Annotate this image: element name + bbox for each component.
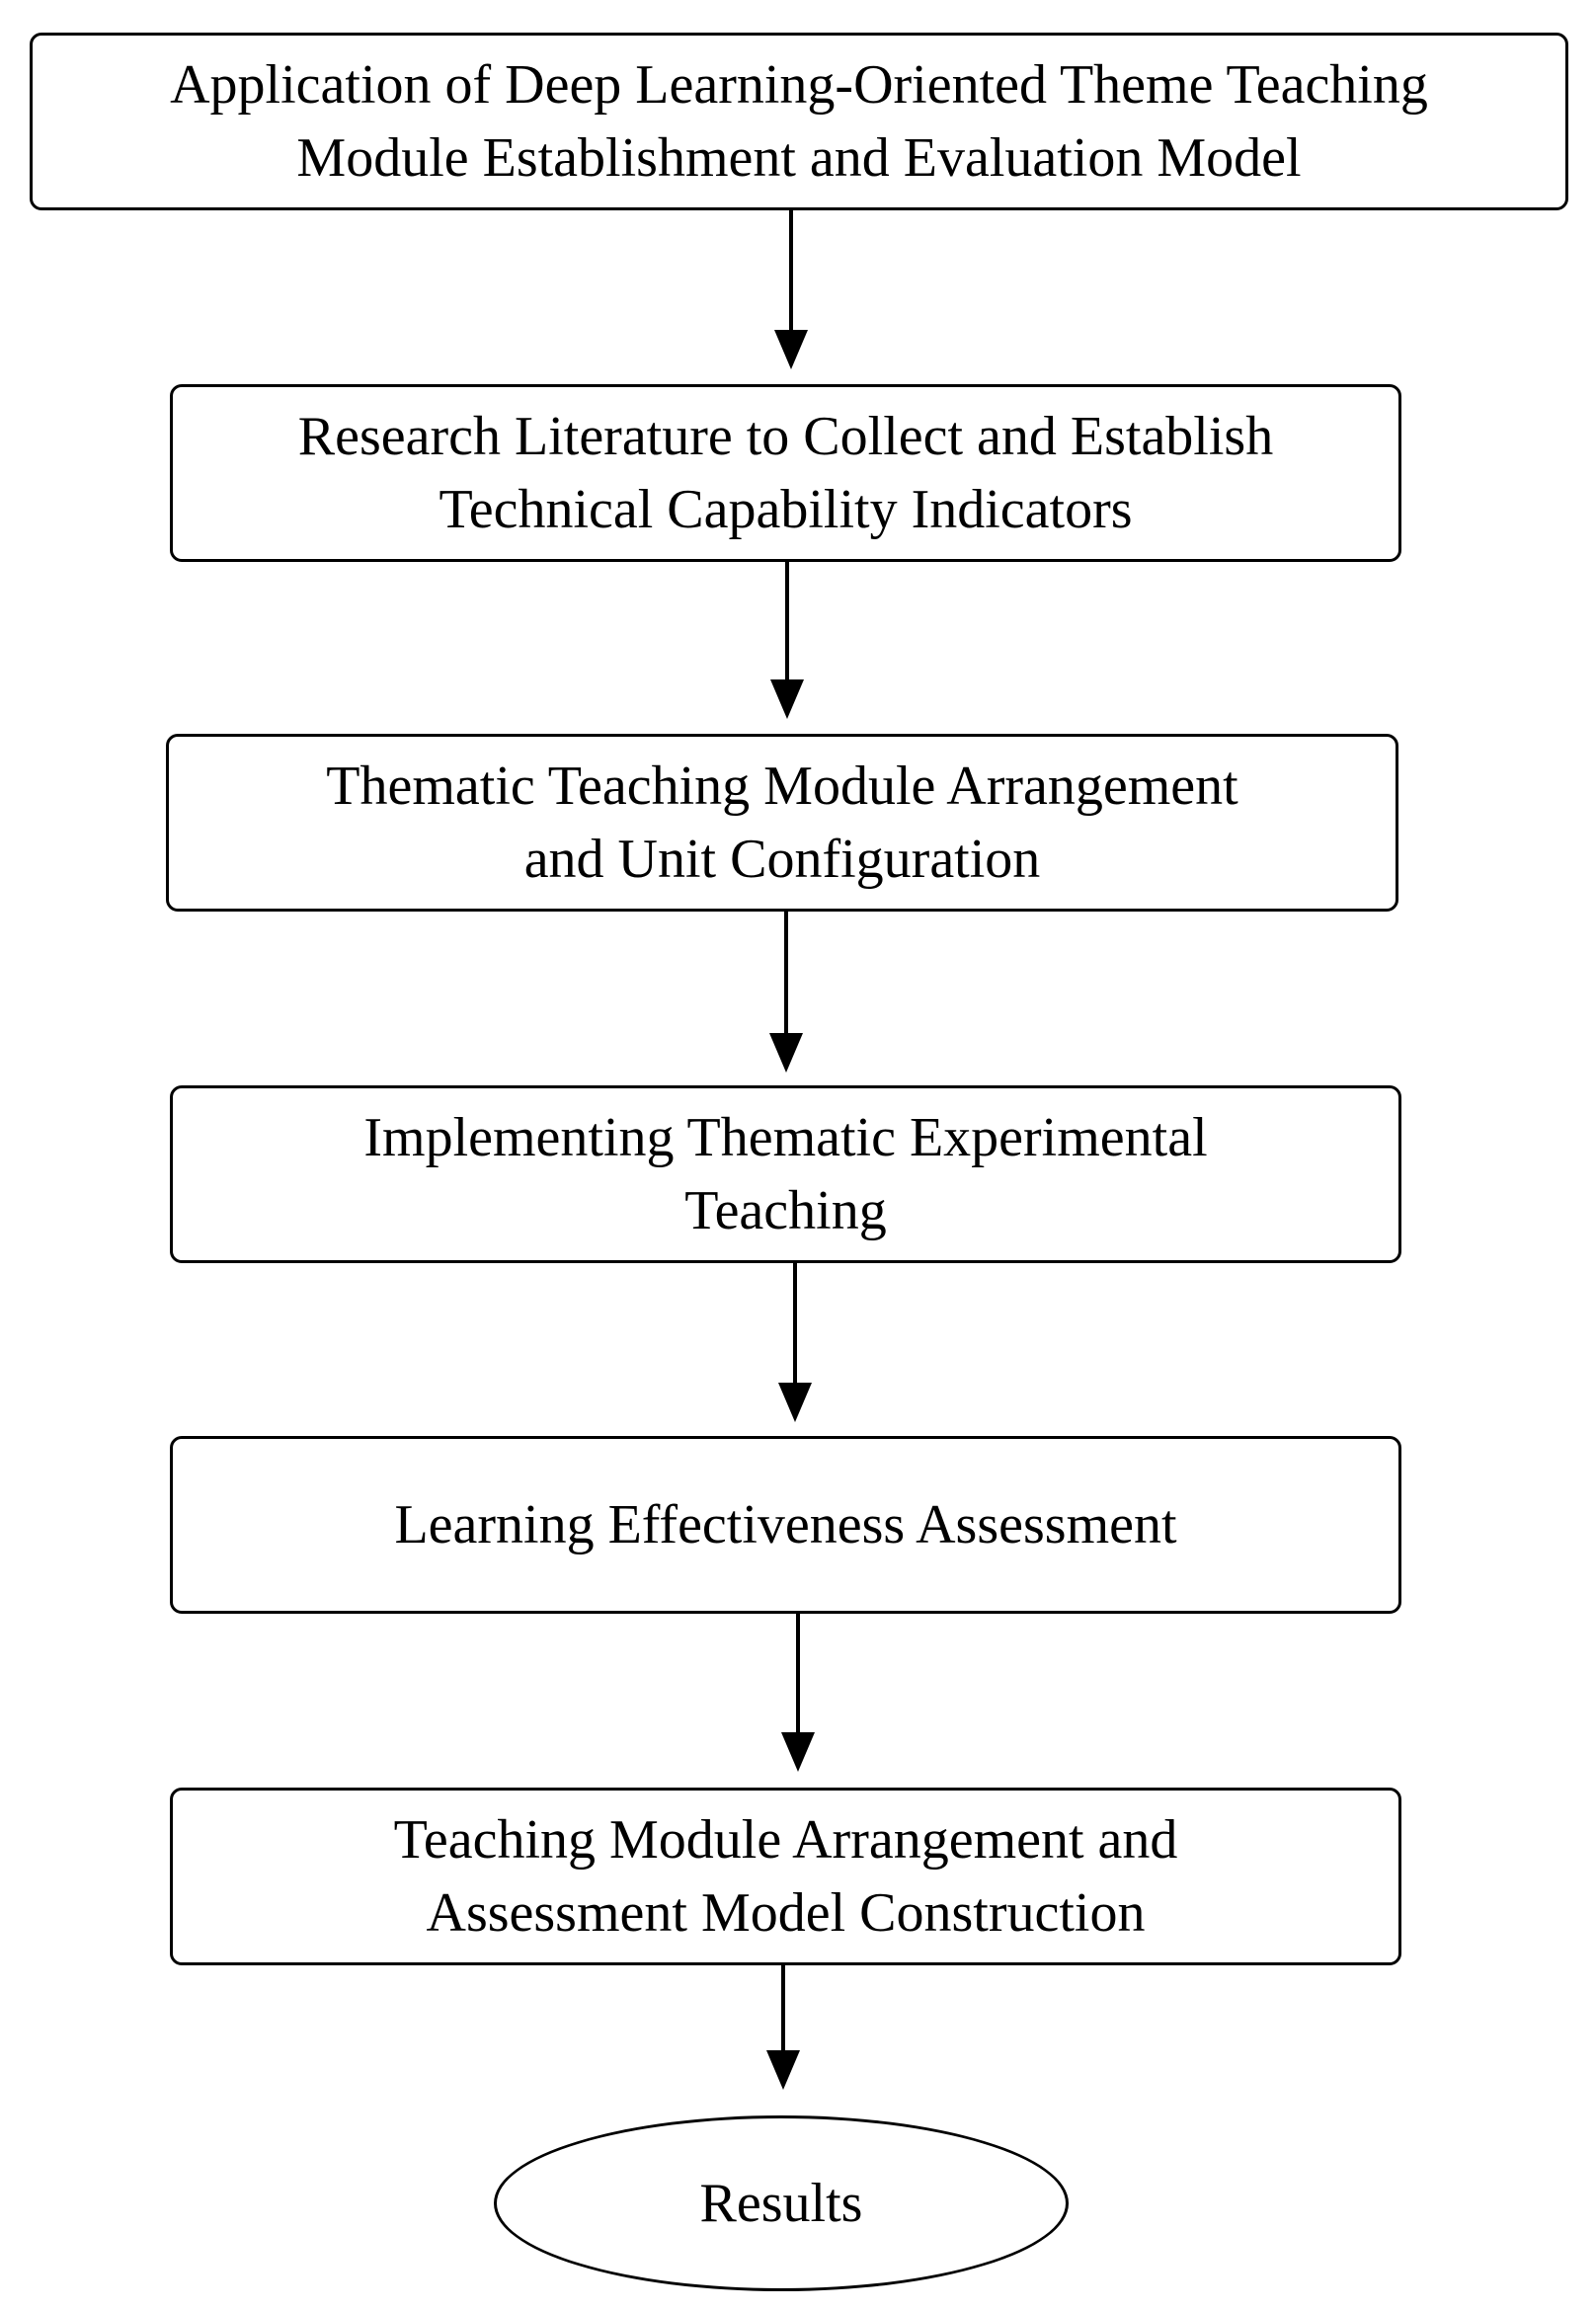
step-4-line-1: Implementing Thematic Experimental — [363, 1107, 1208, 1168]
step-3-line-1: Thematic Teaching Module Arrangement — [326, 756, 1238, 817]
step-1-line-2: Module Establishment and Evaluation Model — [296, 127, 1302, 189]
step-4-text — [363, 1101, 1207, 1247]
arrow-2-to-3 — [770, 560, 804, 719]
step-2-line-1: Research Literature to Collect and Establish — [297, 406, 1274, 467]
arrow-3-to-4 — [769, 911, 803, 1073]
step-2-line-2: Technical Capability Indicators — [439, 479, 1133, 540]
step-1-line-1: Application of Deep Learning-Oriented Theme Teaching — [170, 54, 1428, 116]
step-3-box — [166, 734, 1398, 912]
step-5-line-1: Learning Effectiveness Assessment — [394, 1494, 1177, 1555]
results-label: Results — [699, 2173, 863, 2234]
arrow-6-to-terminal — [766, 1963, 800, 2090]
arrow-1-to-2 — [774, 209, 808, 369]
step-4-box — [170, 1085, 1401, 1263]
arrowhead-4 — [778, 1383, 812, 1422]
arrowhead-3 — [769, 1033, 803, 1073]
step-5-box — [170, 1436, 1401, 1614]
step-6-text — [394, 1803, 1178, 1950]
step-3-text — [326, 750, 1237, 896]
results-terminal — [494, 2115, 1069, 2291]
step-6-line-2: Assessment Model Construction — [426, 1882, 1146, 1944]
step-1-text — [170, 48, 1428, 195]
step-2-box — [170, 384, 1401, 562]
arrowhead-6 — [766, 2050, 800, 2090]
arrow-5-to-6 — [781, 1612, 815, 1772]
step-2-text — [298, 400, 1273, 546]
step-4-line-2: Teaching — [684, 1180, 887, 1241]
step-6-line-1: Teaching Module Arrangement and — [393, 1809, 1178, 1871]
step-1-box — [30, 33, 1568, 210]
arrowhead-5 — [781, 1732, 815, 1772]
arrowhead-2 — [770, 679, 804, 719]
arrow-4-to-5 — [778, 1262, 812, 1422]
arrowhead-1 — [774, 330, 808, 369]
step-6-box — [170, 1788, 1401, 1965]
step-5-text — [394, 1488, 1176, 1561]
step-3-line-2: and Unit Configuration — [523, 829, 1041, 890]
